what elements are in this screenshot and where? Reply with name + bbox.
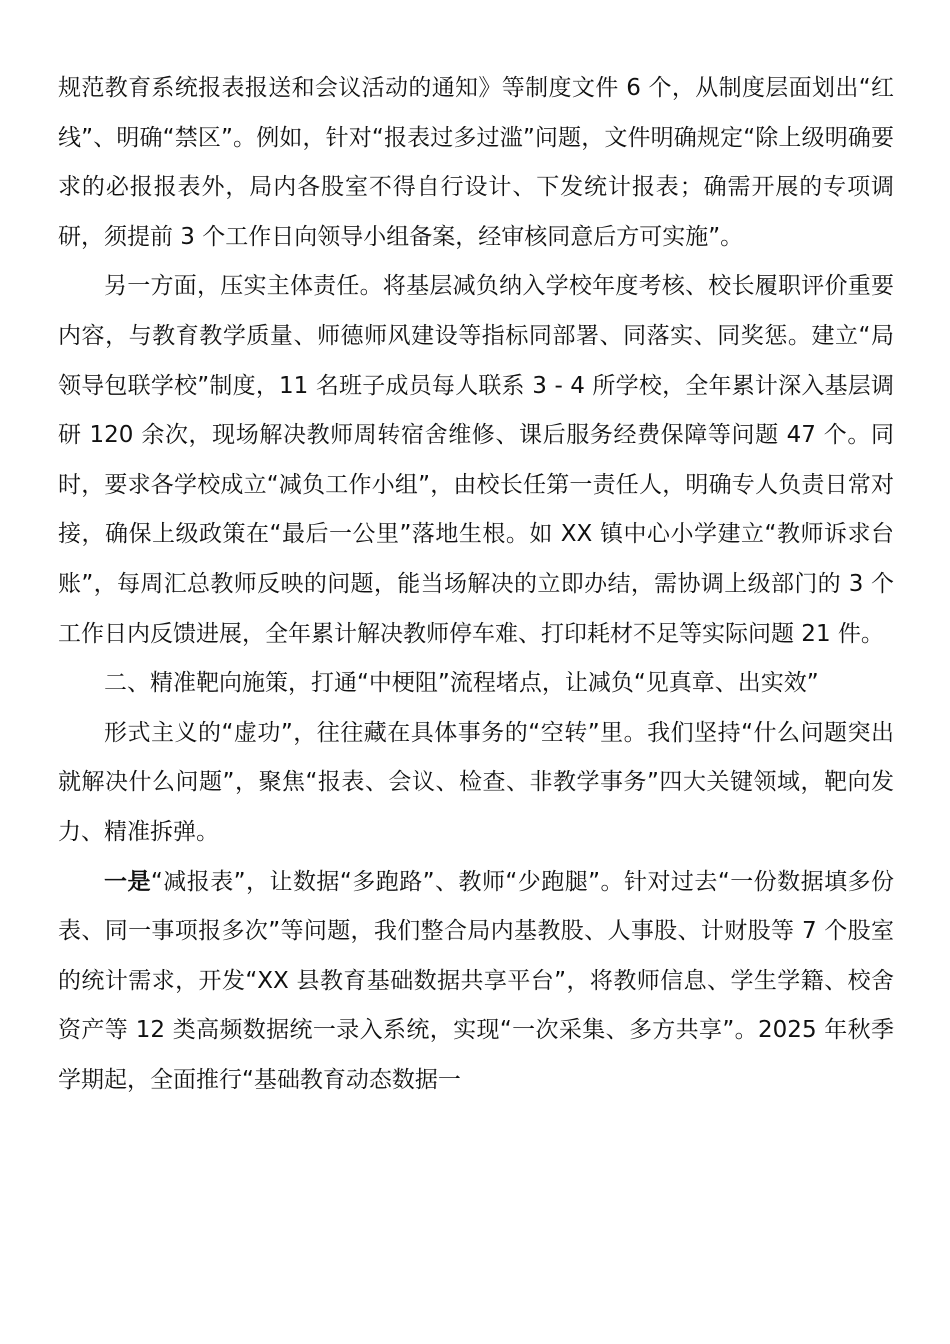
paragraph-key-areas: 形式主义的“虚功”，往往藏在具体事务的“空转”里。我们坚持“什么问题突出就解决什么问题”，聚焦“报表、会议、检查、非教学事务”四大关键领域，靶向发力、精准拆弹。 xyxy=(58,719,894,845)
document-body xyxy=(58,64,894,1105)
paragraph-main-responsibility: 另一方面，压实主体责任。将基层减负纳入学校年度考核、校长履职评价重要内容，与教育教学质量、师德师风建设等指标同部署、同落实、同奖惩。建立“局领导包联学校”制度，11 名班子成员每人联系 3 - 4 所学校，全年累计深入基层调研 120 余次，现场解决教师周转宿舍维修、课后服务经费保障等问题 47 个。同时，要求各学校成立“减负工作小组”，由校长任第一责任人，明确专人负责日常对接，确保上级政策在“最后一公里”落地生根。如 XX 镇中心小学建立“教师诉求台账”，每周汇总教师反映的问题，能当场解决的立即办结，需协调上级部门的 3 个工作日内反馈进展，全年累计解决教师停车难、打印耗材不足等实际问题 21 件。 xyxy=(58,273,894,647)
paragraph-lead-label: 一是 xyxy=(104,868,151,895)
paragraph-policy-documents: 规范教育系统报表报送和会议活动的通知》等制度文件 6 个，从制度层面划出“红线”、明确“禁区”。例如，针对“报表过多过滥”问题，文件明确规定“除上级明确要求的必报报表外，局内各股室不得自行设计、下发统计报表；确需开展的专项调研，须提前 3 个工作日向领导小组备案，经审核同意后方可实施”。 xyxy=(58,75,894,250)
section-heading-two: 二、精准靶向施策，打通“中梗阻”流程堵点，让减负“见真章、出实效” xyxy=(104,670,819,697)
paragraph-reduce-reports xyxy=(58,858,894,1106)
paragraph-reduce-reports-text: “减报表”，让数据“多跑路”、教师“少跑腿”。针对过去“一份数据填多份表、同一事项报多次”等问题，我们整合局内基教股、人事股、计财股等 7 个股室的统计需求，开发“XX 县教育基础数据共享平台”，将教师信息、学生学籍、校舍资产等 12 类高频数据统一录入系统，实现“一次采集、多方共享”。2025 年秋季学期起，全面推行“基础教育动态数据一 xyxy=(58,868,894,1093)
